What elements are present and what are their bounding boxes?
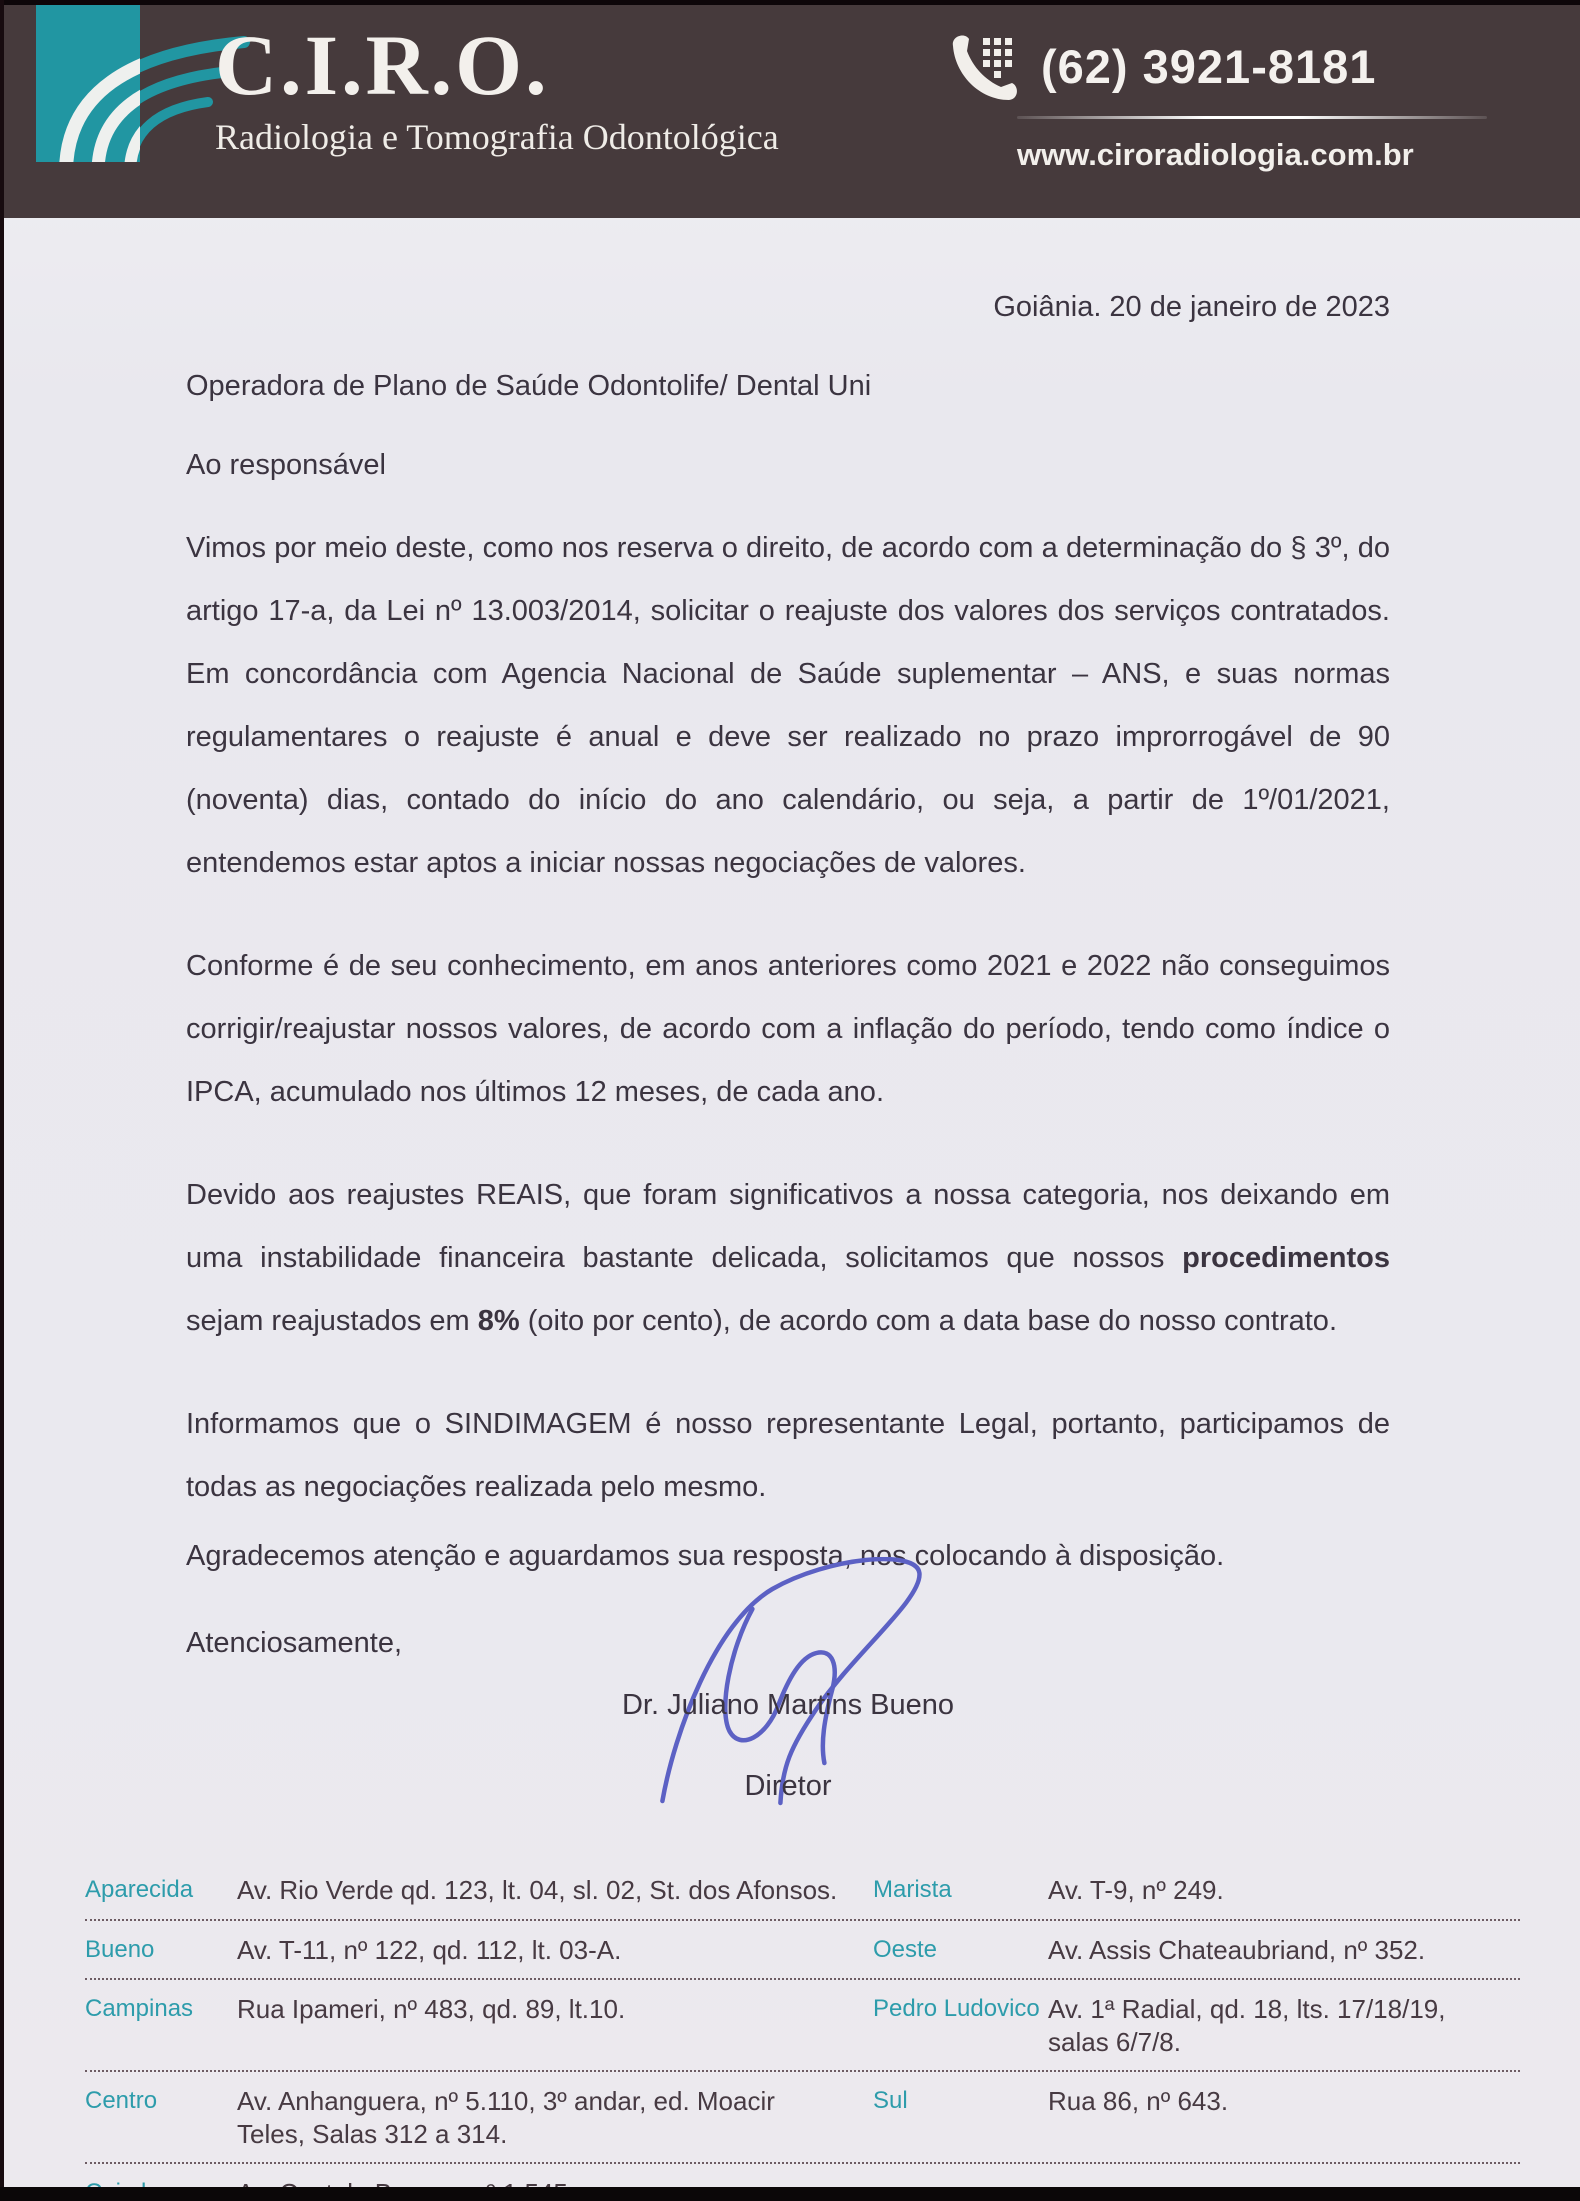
location-address: Av. T-9, nº 249. bbox=[1048, 1875, 1224, 1905]
location-label bbox=[873, 2177, 1048, 2179]
location-address: Av. Assis Chateaubriand, nº 352. bbox=[1048, 1934, 1426, 1965]
header-contact bbox=[945, 30, 1505, 173]
location-label: Campinas bbox=[85, 1995, 194, 2022]
salutation-line: Ao responsável bbox=[186, 449, 386, 481]
paragraph-3: Devido aos reajustes REAIS, que foram significativos a nossa categoria, nos deixando em uma instabilidade financeira bastante delicada, solicitamos que nossos procedimentos sejam reajustados em 8% (oito por cento), de acordo com a data base do nosso contrato. bbox=[186, 1179, 1390, 1337]
paragraph-4: Informamos que o SINDIMAGEM é nosso representante Legal, portanto, participamos de todas as negociações realizada pelo mesmo. bbox=[186, 1408, 1390, 1503]
paragraph-5: Agradecemos atenção e aguardamos sua resposta, nos colocando à disposição. bbox=[186, 1540, 1225, 1572]
location-label: Centro bbox=[85, 2087, 158, 2114]
signer-title: Diretor bbox=[744, 1770, 832, 1802]
location-label: Bueno bbox=[85, 1935, 155, 1963]
location-row bbox=[85, 1861, 1520, 1921]
paragraph-1: Vimos por meio deste, como nos reserva o direito, de acordo com a determinação do § 3º, do artigo 17-a, da Lei nº 13.003/2014, solicitar o reajuste dos valores dos serviços contratados. Em concordância com Agencia Nacional de Saúde suplementar – ANS, e suas normas regulamentares o reajuste é anual e deve ser realizado no prazo improrrogável de 90 (noventa) dias, contado do início do ano calendário, ou seja, a partir de 1º/01/2021, entendemos estar aptos a iniciar nossas negociações de valores. bbox=[186, 532, 1390, 879]
location-address: Av. Anhanguera, nº 5.110, 3º andar, ed. Moacir Teles, Salas 312 a 314. bbox=[237, 2086, 775, 2149]
location-row bbox=[85, 2072, 1520, 2164]
location-address: Av. T-11, nº 122, qd. 112, lt. 03-A. bbox=[237, 1934, 622, 1965]
paragraph-2: Conforme é de seu conhecimento, em anos anteriores como 2021 e 2022 não conseguimos corrigir/reajustar nossos valores, de acordo com a inflação do período, tendo como índice o IPCA, acumulado nos últimos 12 meses, de cada ano. bbox=[186, 950, 1390, 1108]
location-address: Rua Ipameri, nº 483, qd. 89, lt.10. bbox=[237, 1994, 626, 2024]
scan-edge-top bbox=[0, 0, 1580, 5]
location-address: Av. Rio Verde qd. 123, lt. 04, sl. 02, St. dos Afonsos. bbox=[237, 1875, 838, 1905]
signer-name: Dr. Juliano Martins Bueno bbox=[621, 1689, 955, 1721]
brand-acronym: C.I.R.O. bbox=[215, 17, 550, 113]
website-url: www.ciroradiologia.com.br bbox=[1017, 137, 1414, 172]
closing-line: Atenciosamente, bbox=[186, 1627, 403, 1659]
signature-block bbox=[186, 1675, 1390, 1847]
location-label: Aparecida bbox=[85, 1876, 194, 1903]
location-row bbox=[85, 1921, 1520, 1981]
scan-edge-bottom bbox=[0, 2187, 1580, 2201]
letter-body bbox=[0, 276, 1580, 1847]
brand-text bbox=[215, 17, 779, 158]
location-address: Av. 1ª Radial, qd. 18, lts. 17/18/19, salas 6/7/8. bbox=[1048, 1994, 1446, 2057]
location-label: Marista bbox=[873, 1876, 952, 1903]
dateline: Goiânia. 20 de janeiro de 2023 bbox=[993, 291, 1390, 323]
phone-row bbox=[945, 30, 1505, 102]
phone-number: (62) 3921-8181 bbox=[1041, 39, 1377, 93]
contact-divider bbox=[1017, 116, 1487, 119]
brand-subtitle: Radiologia e Tomografia Odontológica bbox=[215, 117, 779, 157]
location-label: Oeste bbox=[873, 1935, 938, 1963]
location-row bbox=[85, 1980, 1520, 2072]
letterhead-header bbox=[0, 0, 1580, 218]
footer-locations bbox=[0, 1861, 1580, 2201]
scan-edge-left bbox=[0, 0, 4, 2201]
location-label: Sul bbox=[873, 2087, 908, 2114]
location-label: Pedro Ludovico bbox=[873, 1995, 1040, 2022]
phone-icon bbox=[945, 30, 1023, 102]
location-address: Rua 86, nº 643. bbox=[1048, 2086, 1229, 2116]
recipient-line: Operadora de Plano de Saúde Odontolife/ Dental Uni bbox=[186, 370, 872, 402]
